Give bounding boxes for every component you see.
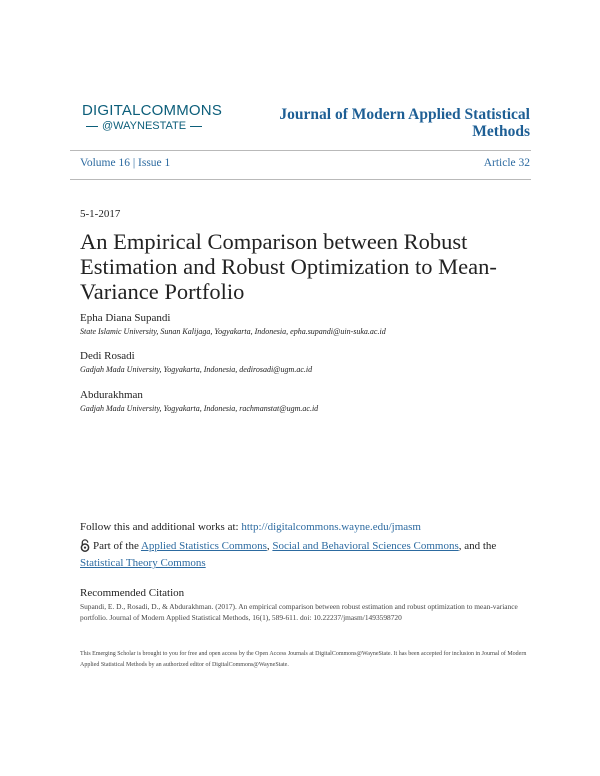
digital-commons-logo[interactable] [82,102,222,132]
author-name: Dedi Rosadi [80,350,135,362]
logo-subline [82,120,222,132]
issue-link[interactable]: Issue 1 [138,157,171,169]
article-title[interactable]: An Empirical Comparison between Robust Estimation and Robust Optimization to Mean-Variance Portfolio [80,229,497,304]
author-affiliation: Gadjah Mada University, Yogyakarta, Indonesia, rachmanstat@ugm.ac.id [80,404,319,413]
collection-url-link[interactable]: http://digitalcommons.wayne.edu/jmasm [241,521,421,533]
article-number: Article 32 [483,157,530,169]
logo-subtext: @WAYNESTATE [102,120,187,132]
applied-statistics-commons-link[interactable]: Applied Statistics Commons [140,540,267,552]
author-name: Epha Diana Supandi [80,312,171,324]
part-of-prefix: Part of the [93,540,141,552]
follow-label: Follow this and additional works at: [80,521,242,533]
publication-date: 5-1-2017 [80,208,121,220]
logo-rule-left [86,126,98,127]
header-divider-top [70,150,531,151]
part-of-sep2: , and the [458,540,497,552]
volume-issue [80,157,170,169]
journal-title-link[interactable]: Journal of Modern Applied Statistical Methods [279,106,530,140]
part-of-sep1: , [266,540,273,552]
author-affiliation: Gadjah Mada University, Yogyakarta, Indonesia, dedirosadi@ugm.ac.id [80,365,313,374]
logo-wordmark: DIGITALCOMMONS [82,102,223,119]
volume-link[interactable]: Volume 16 [80,157,130,169]
author-name: Abdurakhman [80,389,143,401]
volume-separator: | [129,157,139,169]
follow-line [80,521,421,533]
social-behavioral-sciences-commons-link[interactable]: Social and Behavioral Sciences Commons [272,540,459,552]
part-of-disciplines [80,539,520,570]
statistical-theory-commons-link[interactable]: Statistical Theory Commons [80,557,206,569]
recommended-citation-heading: Recommended Citation [80,587,185,599]
header-divider-bottom [70,179,531,180]
access-footnote: This Emerging Scholar is brought to you for free and open access by the Open Access Journals at DigitalCommons@WayneState. It has been accepted for inclusion in Journal of Modern Applied Statistical Methods by an authorized editor of DigitalCommons@WayneState. [80,651,527,668]
logo-rule-right [190,126,202,127]
author-affiliation: State Islamic University, Sunan Kalijaga, Yogyakarta, Indonesia, epha.supandi@uin-suka.ac.id [80,327,386,336]
open-access-icon [80,539,90,556]
recommended-citation-text: Supandi, E. D., Rosadi, D., & Abdurakhman. (2017). An empirical comparison between robust estimation and robust optimization to mean-variance portfolio. Journal of Modern Applied Statistical Methods, 16(1), 589-611. doi: 10.22237/jmasm/1493598720 [80,602,518,622]
